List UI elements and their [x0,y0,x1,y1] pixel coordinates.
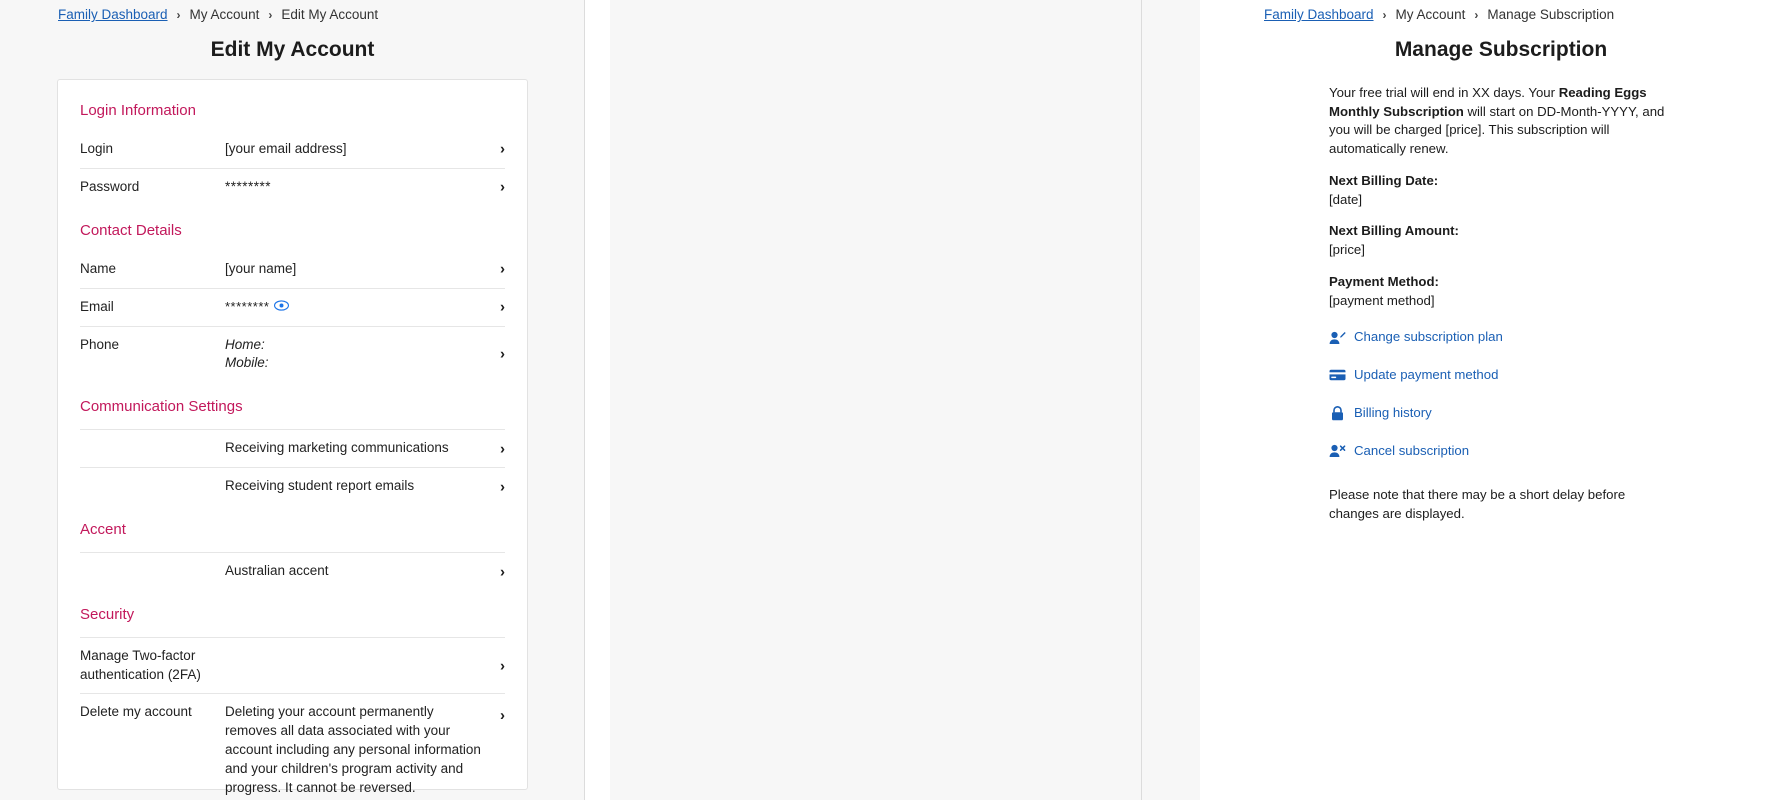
chevron-right-icon: › [1382,7,1387,22]
action-label: Billing history [1354,404,1432,420]
account-settings-card [57,79,528,795]
breadcrumb-item-my-account[interactable]: My Account [189,7,260,22]
billing-history-link[interactable] [1329,404,1681,423]
section-heading: Accent [80,521,126,539]
section-security [58,590,527,807]
subscription-actions [1329,328,1681,460]
breadcrumb-link-family-dashboard[interactable]: Family Dashboard [58,7,168,22]
row-label: Name [80,260,117,276]
plan-name: Reading Eggs Monthly Subscription [1329,85,1647,119]
chevron-right-icon[interactable]: › [500,140,505,158]
chevron-right-icon[interactable]: › [500,657,505,675]
manage-subscription-panel [610,0,1665,800]
row-label: Login [80,141,114,156]
credit-card-icon [1329,368,1346,383]
change-subscription-plan-link[interactable] [1329,328,1681,347]
delay-note: Please note that there may be a short delay before changes are displayed. [1329,487,1626,522]
intro-text-part1: Your free trial will end in XX days. Your [1329,85,1559,100]
row-value: Receiving student report emails [225,478,415,494]
action-label: Cancel subscription [1354,442,1470,458]
field-value: [date] [1329,191,1362,207]
row-student-report-emails[interactable] [80,467,505,505]
section-contact-details [58,206,527,383]
field-label: Next Billing Date: [1329,172,1439,188]
chevron-right-icon: › [1474,7,1479,22]
field-value: [price] [1329,242,1365,258]
field-value: [payment method] [1329,292,1435,308]
action-label: Update payment method [1354,367,1499,383]
row-name[interactable] [80,251,505,288]
eye-icon[interactable] [274,298,289,317]
chevron-right-icon[interactable]: › [500,707,505,725]
section-heading: Communication Settings [80,398,243,416]
row-label[interactable]: Delete my account [80,704,192,720]
row-marketing-communications[interactable] [80,429,505,467]
row-label: Password [80,178,140,194]
row-accent[interactable] [80,552,505,590]
chevron-right-icon[interactable]: › [500,178,505,196]
row-label: Manage Two-factor authentication (2FA) [80,648,201,682]
row-value: ******** [225,298,270,314]
section-accent [58,505,527,590]
phone-home: Home: [225,336,265,352]
panel-divider [585,0,610,800]
breadcrumb-item-current: Manage Subscription [1487,7,1615,22]
chevron-right-icon[interactable]: › [500,440,505,458]
chevron-right-icon[interactable]: › [500,563,505,581]
cancel-subscription-link[interactable] [1329,442,1681,461]
action-label: Change subscription plan [1354,329,1503,345]
chevron-right-icon[interactable]: › [500,260,505,278]
phone-mobile: Mobile: [225,355,269,371]
row-label: Email [80,298,114,314]
section-heading: Security [80,606,135,624]
breadcrumb-link-family-dashboard[interactable]: Family Dashboard [1264,7,1374,22]
row-value: ******** [225,178,272,194]
row-password[interactable] [80,168,505,206]
chevron-right-icon[interactable]: › [500,298,505,316]
section-heading: Login Information [80,102,196,119]
row-value-wrapper [225,336,505,374]
chevron-right-icon: › [176,7,181,22]
breadcrumb [58,7,378,22]
section-communication-settings [58,382,527,505]
lock-icon [1329,406,1346,421]
payment-method [1329,273,1681,310]
chevron-right-icon[interactable]: › [500,478,505,496]
section-heading: Contact Details [80,221,182,239]
field-label: Next Billing Amount: [1329,223,1459,239]
row-phone[interactable] [80,326,505,383]
chevron-right-icon[interactable]: › [500,345,505,363]
edit-account-panel [0,0,585,800]
row-value-wrapper [225,298,505,317]
breadcrumb [1264,7,1614,22]
row-value: [your name] [225,260,297,276]
row-value: [your email address] [225,141,347,156]
page-title: Edit My Account [210,38,375,61]
row-email[interactable] [80,288,505,326]
row-label: Phone [80,336,120,352]
row-two-factor-authentication[interactable] [80,637,505,693]
trial-intro-text [1329,84,1681,159]
subscription-content [1329,84,1681,524]
section-login-information [58,80,527,206]
next-billing-date [1329,172,1681,209]
page-title: Manage Subscription [1394,38,1608,61]
next-billing-amount [1329,222,1681,259]
row-delete-my-account[interactable] [80,693,505,806]
user-cancel-icon [1329,443,1346,458]
field-label: Payment Method: [1329,273,1439,289]
row-value: Receiving marketing communications [225,440,449,456]
breadcrumb-item-current: Edit My Account [281,7,379,22]
row-value: Deleting your account permanently removes all data associated with your account including any personal information and your children's program activity and progress. It cannot be reversed. [225,704,481,795]
chevron-right-icon: › [268,7,273,22]
intro-text-part2: will start on DD-Month-YYYY, and you will be charged [price]. This subscription will automatically renew. [1329,103,1665,157]
row-value: Australian accent [225,563,329,579]
row-login[interactable] [80,131,505,168]
breadcrumb-item-my-account[interactable]: My Account [1395,7,1466,22]
user-edit-icon [1329,330,1346,345]
update-payment-method-link[interactable] [1329,366,1681,385]
